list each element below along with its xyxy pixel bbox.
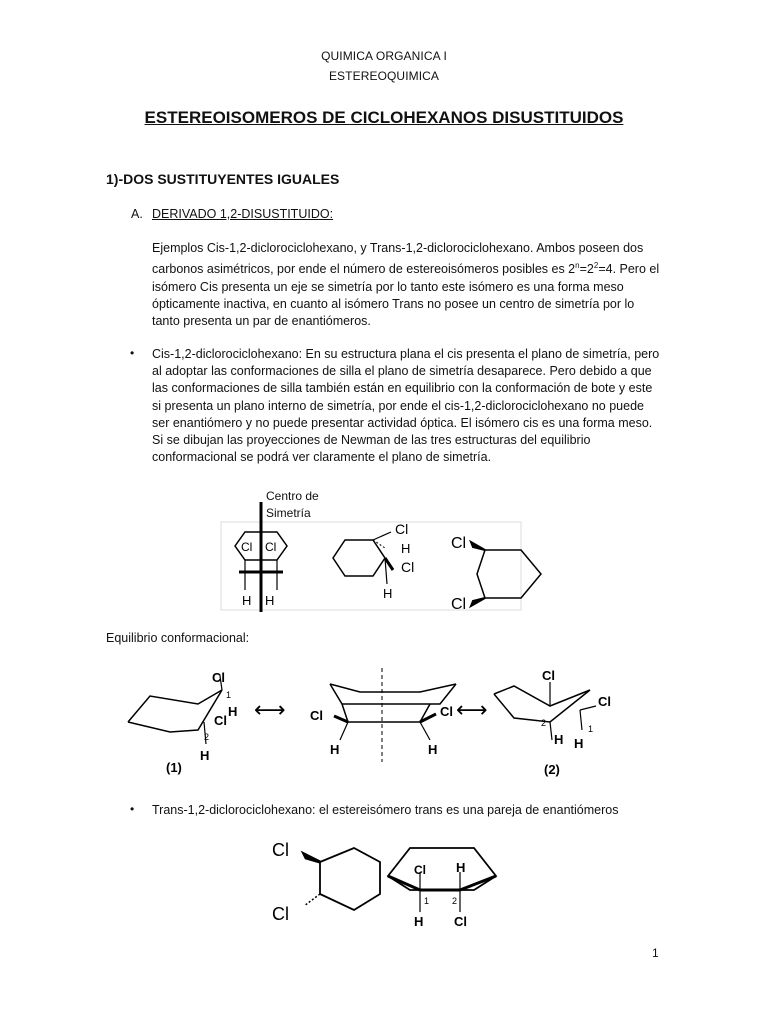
chair2-cl-right: Cl (598, 694, 611, 709)
chair2-num1: 1 (588, 724, 594, 734)
tag-1: (1) (166, 760, 182, 775)
wedge2-cl-bottom: Cl (451, 596, 467, 613)
cis-structures-figure (215, 500, 555, 620)
trans-chair-h-top: H (456, 860, 466, 875)
cis-line: conformacional se podrá ver claramente el plano de simetría. (152, 450, 492, 465)
trans-wedge-cl-top: Cl (272, 840, 289, 860)
page-title: ESTEREOISOMEROS DE CICLOHEXANOS DISUSTITUIDOS (144, 108, 624, 127)
wedge1-h-bottom: H (383, 586, 393, 601)
wedge1-cl-mid: Cl (401, 559, 415, 575)
trans-chair-cl-top: Cl (414, 863, 426, 877)
trans-paragraph: Trans-1,2-diclorociclohexano: el estereisómero trans es una pareja de enantiómeros (152, 803, 619, 817)
newman-cl-right: Cl (265, 540, 277, 554)
boat-cl-right: Cl (440, 704, 453, 719)
bullet-dot: • (130, 346, 135, 360)
intro-line-1: Ejemplos Cis-1,2-diclorociclohexano, y Trans-1,2-diclorociclohexano. Ambos poseen dos (152, 241, 644, 255)
cis-line: las conformaciones de silla también están en equilibrio con la conformación de bote y este (152, 381, 653, 396)
chair2-num2: 2 (541, 718, 547, 728)
trans-chair-cl-bottom: Cl (454, 914, 467, 929)
cis-paragraph (152, 346, 672, 466)
cis-line: Cis-1,2-diclorociclohexano: En su estructura plana el cis presenta el plano de simetría, pero (152, 347, 660, 361)
wedge1-cl-top: Cl (395, 521, 409, 537)
newman-cl-left: Cl (241, 540, 253, 554)
cis-line: al adoptar las conformaciones de silla el plano de simetría desaparece. Pero debido a que (152, 364, 652, 379)
boat-h-right: H (428, 742, 438, 757)
cis-line: ser enantiómero y no puede presentar actividad óptica. El isómero cis es una forma meso. (152, 415, 653, 430)
section-heading: 1)-DOS SUSTITUYENTES IGUALES (106, 171, 340, 187)
bullet-dot: • (130, 802, 135, 816)
boat-cl-left: Cl (310, 708, 323, 723)
wedge1-h-mid: H (401, 541, 411, 556)
subsection-label: DERIVADO 1,2-DISUSTITUIDO: (152, 207, 334, 221)
tag-2: (2) (544, 762, 560, 777)
newman-h-right: H (265, 593, 275, 608)
intro-line-5: tanto presenta un par de enantiómeros. (152, 313, 371, 328)
topic-header: ESTEREOQUIMICA (328, 69, 440, 83)
trans-structures-figure (268, 832, 528, 932)
intro-line-4: ópticamente inactiva, en cuanto al isómero Trans no posee un centro de simetría por lo (152, 296, 635, 311)
chair1-h-bottom: H (200, 748, 210, 763)
symmetry-caption: Centro de Simetría (266, 489, 319, 520)
boat-h-left: H (330, 742, 340, 757)
trans-chair-num2: 2 (452, 896, 458, 906)
trans-wedge-cl-bottom: Cl (272, 904, 289, 924)
newman-h-left: H (242, 593, 252, 608)
chair1-cl-mid: Cl (214, 713, 227, 728)
page-number: 1 (652, 946, 659, 960)
intro-paragraph (152, 240, 672, 330)
chair2-h-right: H (574, 736, 584, 751)
chair1-cl-top: Cl (212, 670, 225, 685)
equilibrium-arrow-2: ⟷ (456, 697, 488, 722)
chair2-cl-top: Cl (542, 668, 555, 683)
chair1-h-right: H (228, 704, 238, 719)
chair2-h-left: H (554, 732, 564, 747)
cis-line: si presenta un plano interno de simetría, por ende el cis-1,2-diclorociclohexano no puede (152, 398, 644, 413)
chair1-num1: 1 (226, 690, 232, 700)
cis-line: Si se dibujan las proyecciones de Newman de las tres estructuras del equilibrio (152, 433, 591, 448)
equilibrium-label: Equilibrio conformacional: (106, 631, 250, 645)
conformational-equilibrium-figure (120, 660, 640, 780)
course-header: QUIMICA ORGANICA I (321, 49, 447, 63)
subsection-marker: A. (131, 207, 143, 221)
trans-chair-num1: 1 (424, 896, 430, 906)
chair1-num2: 2 (204, 732, 210, 742)
equilibrium-arrow-1: ⟷ (254, 697, 286, 722)
intro-line-2: carbonos asimétricos, por ende el número de estereoisómeros posibles es $2^n=2^2=4$. Pero el (152, 261, 660, 277)
trans-chair-h-bottom: H (414, 914, 424, 929)
intro-line-3: isómero Cis presenta un eje se simetría por lo tanto este isómero es una forma meso (152, 279, 624, 294)
wedge2-cl-top: Cl (451, 535, 467, 552)
